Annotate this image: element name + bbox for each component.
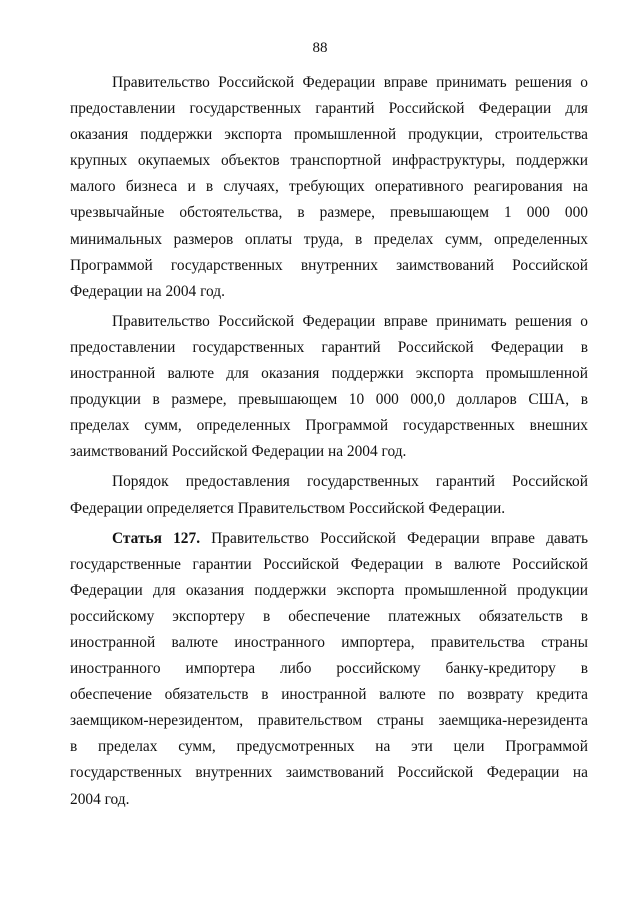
- article-127: [70, 526, 588, 813]
- paragraph-1: [70, 70, 588, 305]
- text-line: Федерации для оказания поддержки экспорта промышленной продукции: [70, 581, 588, 599]
- paragraph-3: [70, 469, 588, 521]
- text-line: заимствований Российской Федерации на 2004 год.: [70, 443, 407, 461]
- text-line: российскому экспортеру в обеспечение платежных обязательств в: [70, 607, 588, 625]
- text-line: пределах сумм, определенных Программой государственных внешних: [70, 417, 588, 435]
- text-line: Правительство Российской Федерации вправе принимать решения о: [112, 312, 588, 330]
- text-line: заемщиком-нерезидентом, правительством страны заемщика-нерезидента: [70, 712, 588, 730]
- document-body: [70, 70, 588, 817]
- text-line: в пределах сумм, предусмотренных на эти цели Программой: [70, 738, 588, 756]
- text-line: малого бизнеса и в случаях, требующих оперативного реагирования на: [70, 178, 588, 196]
- text-line: Правительство Российской Федерации вправе принимать решения о: [112, 74, 588, 91]
- text-line: иностранной валюте иностранного импортера, правительства страны: [70, 633, 588, 651]
- article-first-line: [70, 526, 588, 552]
- text-line: государственные гарантии Российской Федерации в валюте Российской: [70, 555, 588, 573]
- text-line: Программой государственных внутренних заимствований Российской: [70, 256, 588, 274]
- text-line: 2004 год.: [70, 790, 130, 808]
- text-line: Порядок предоставления государственных гарантий Российской: [112, 473, 588, 491]
- text-line: продукции в размере, превышающем 10 000 000,0 долларов США, в: [70, 391, 588, 409]
- article-first-line-text: Правительство Российской Федерации вправе давать: [200, 529, 588, 547]
- text-line: иностранной валюте для оказания поддержки экспорта промышленной: [70, 365, 588, 383]
- page-number: 88: [312, 40, 328, 56]
- text-line: государственных внутренних заимствований Российской Федерации на: [70, 764, 588, 782]
- article-label: Статья 127.: [112, 529, 201, 547]
- text-line: иностранного импортера либо российскому банку-кредитору в: [70, 660, 588, 678]
- text-line: предоставлении государственных гарантий Российской Федерации для: [70, 100, 588, 118]
- text-line: чрезвычайные обстоятельства, в размере, превышающем 1 000 000: [70, 204, 588, 222]
- paragraph-2: [70, 309, 588, 466]
- text-line: предоставлении государственных гарантий Российской Федерации в: [70, 338, 588, 356]
- text-line: оказания поддержки экспорта промышленной продукции, строительства: [70, 126, 588, 144]
- text-line: крупных окупаемых объектов транспортной инфраструктуры, поддержки: [70, 152, 588, 170]
- text-line: Федерации на 2004 год.: [70, 282, 225, 300]
- text-line: обеспечение обязательств в иностранной валюте по возврату кредита: [70, 686, 588, 704]
- text-line: минимальных размеров оплаты труда, в пределах сумм, определенных: [70, 230, 588, 248]
- text-line: Федерации определяется Правительством Российской Федерации.: [70, 499, 506, 517]
